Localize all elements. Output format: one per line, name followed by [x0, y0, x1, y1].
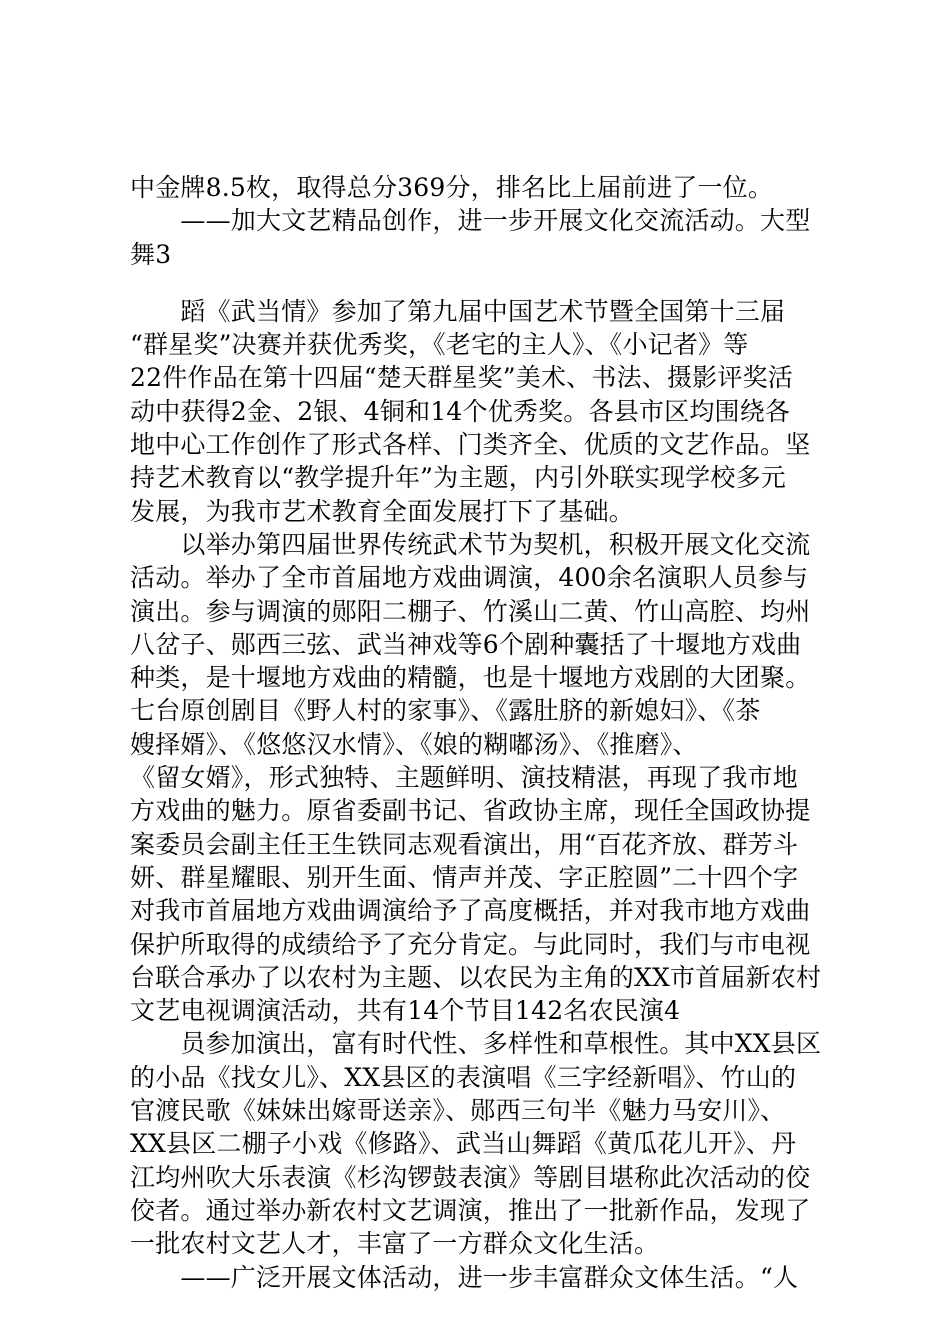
text-line: 持艺术教育以“教学提升年”为主题，内引外联实现学校多元	[130, 463, 786, 493]
text-line: 蹈《武当情》参加了第九届中国艺术节暨全国第十三届	[130, 296, 786, 326]
text-line: 文艺电视调演活动，共有14个节目142名农民演4	[130, 996, 681, 1026]
text-line: 江均州吹大乐表演《杉沟锣鼓表演》等剧目堪称此次活动的佼	[130, 1162, 811, 1192]
text-line: 中金牌8.5枚，取得总分369分，排名比上届前进了一位。	[130, 173, 774, 202]
text-line: 案委员会副主任王生铁同志观看演出，用“百花齐放、群芳斗	[130, 829, 799, 859]
line-gap	[130, 271, 830, 295]
text-line: 台联合承办了以农村为主题、以农民为主角的XX市首届新农村	[130, 962, 822, 992]
text-line: 演出。参与调演的郧阳二棚子、竹溪山二黄、竹山高腔、均州	[130, 596, 811, 626]
text-line: 动中获得2金、2银、4铜和14个优秀奖。各县市区均围绕各	[130, 396, 791, 426]
text-line: 22件作品在第十四届“楚天群星奖”美术、书法、摄影评奖活	[130, 363, 793, 393]
text-line: XX县区二棚子小戏《修路》、武当山舞蹈《黄瓜花儿开》、丹	[130, 1129, 797, 1159]
text-line: ——加大文艺精品创作，进一步开展文化交流活动。大型	[130, 206, 811, 236]
text-line: 妍、群星耀眼、别开生面、情声并茂、字正腔圆”二十四个字	[130, 862, 799, 892]
text-line: 嫂择婿》、《悠悠汉水情》、《娘的糊嘟汤》、《推磨》、	[130, 729, 698, 759]
text-line: 的小品《找女儿》、XX县区的表演唱《三字经新唱》、竹山的	[130, 1062, 797, 1092]
text-line: 八岔子、郧西三弦、武当神戏等6个剧种囊括了十堰地方戏曲	[130, 629, 802, 659]
text-line: 佼者。通过举办新农村文艺调演，推出了一批新作品，发现了	[130, 1195, 811, 1225]
body-text	[130, 171, 830, 1294]
text-line: 员参加演出，富有时代性、多样性和草根性。其中XX县区	[130, 1029, 822, 1059]
text-line: 方戏曲的魅力。原省委副书记、省政协主席，现任全国政协提	[130, 796, 811, 826]
text-line: 发展，为我市艺术教育全面发展打下了基础。	[130, 496, 635, 526]
text-line: 活动。举办了全市首届地方戏曲调演，400余名演职人员参与	[130, 563, 809, 593]
text-line: 舞3	[130, 239, 172, 269]
text-line: “群星奖”决赛并获优秀奖，《老宅的主人》、《小记者》等	[130, 330, 749, 360]
text-line: 对我市首届地方戏曲调演给予了高度概括，并对我市地方戏曲	[130, 896, 811, 926]
text-line: 七台原创剧目《野人村的家事》、《露肚脐的新媳妇》、《茶	[130, 696, 761, 726]
text-line: 保护所取得的成绩给予了充分肯定。与此同时，我们与市电视	[130, 929, 811, 959]
text-line: 一批农村文艺人才，丰富了一方群众文化生活。	[130, 1229, 660, 1259]
text-line: ——广泛开展文体活动，进一步丰富群众文体生活。“人	[130, 1262, 799, 1292]
text-line: 以举办第四届世界传统武术节为契机，积极开展文化交流	[130, 529, 811, 559]
text-line: 地中心工作创作了形式各样、门类齐全、优质的文艺作品。坚	[130, 430, 811, 460]
text-line: 官渡民歌《妹妹出嫁哥送亲》、郧西三句半《魅力马安川》、	[130, 1096, 786, 1126]
text-line: 《留女婿》，形式独特、主题鲜明、演技精湛，再现了我市地	[130, 763, 798, 793]
text-line: 种类，是十堰地方戏曲的精髓，也是十堰地方戏剧的大团聚。	[130, 663, 811, 693]
